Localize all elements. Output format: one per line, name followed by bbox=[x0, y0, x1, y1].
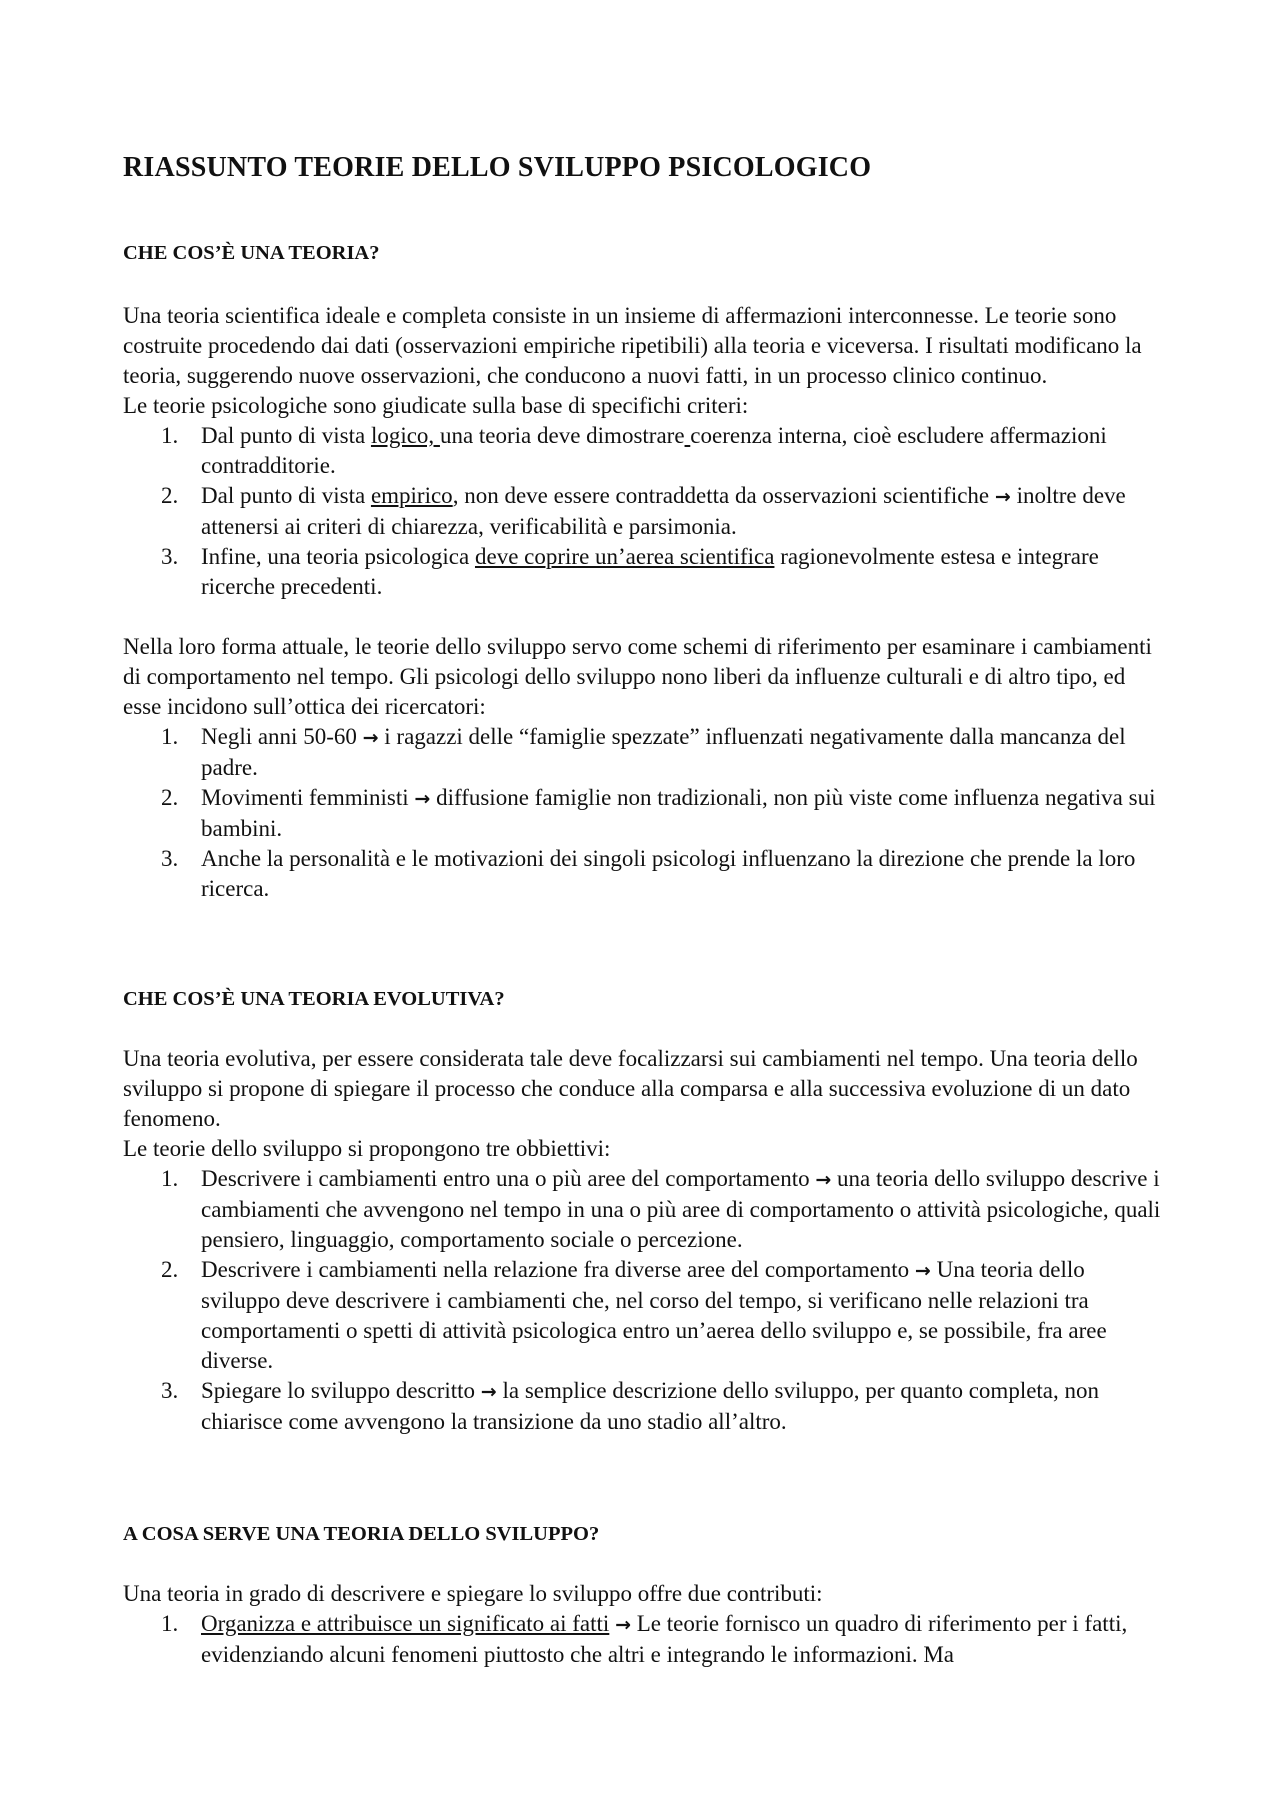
document-title: RIASSUNTO TEORIE DELLO SVILUPPO PSICOLOGICO bbox=[123, 152, 872, 183]
list-item: 1. Descrivere i cambiamenti entro una o più aree del comportamento → una teoria dello sviluppo descrive i cambiamenti che avvengono nel tempo in una o più aree di comportamento o attività psicologiche, quali pensiero, linguaggio, comportamento sociale o percezione. bbox=[161, 1166, 1161, 1252]
arrow-right-icon: → bbox=[615, 1614, 631, 1636]
paragraph: Nella loro forma attuale, le teorie dello sviluppo servo come schemi di riferimento per esaminare i cambiamenti di comportamento nel tempo. Gli psicologi dello sviluppo nono liberi da influenze culturali e di altro tipo, ed esse incidono sull’ottica dei ricercatori: bbox=[123, 634, 1152, 719]
list-number: 3. bbox=[161, 1378, 179, 1403]
section-heading: CHE COS’È UNA TEORIA? bbox=[123, 242, 380, 264]
arrow-right-icon: → bbox=[914, 1260, 931, 1282]
section-purpose-of-theory bbox=[123, 1523, 1168, 1670]
list-number: 2. bbox=[161, 1257, 179, 1282]
underlined-term: Organizza e attribuisce un significato ai fatti bbox=[201, 1611, 610, 1636]
list-number: 2. bbox=[161, 483, 179, 508]
list-item: 1. Organizza e attribuisce un significato ai fatti → Le teorie fornisco un quadro di riferimento per i fatti, evidenziando alcuni fenomeni piuttosto che altri e integrando le informazioni. Ma bbox=[161, 1611, 1128, 1667]
list-number: 1. bbox=[161, 423, 179, 448]
list-item: 2. Movimenti femministi → diffusione famiglie non tradizionali, non più viste come influenza negativa sui bambini. bbox=[161, 785, 1156, 841]
influences-list bbox=[123, 722, 1168, 904]
paragraph: Le teorie dello sviluppo si propongono tre obbiettivi: bbox=[123, 1136, 611, 1161]
section-heading: CHE COS’È UNA TEORIA EVOLUTIVA? bbox=[123, 988, 505, 1010]
list-number: 1. bbox=[161, 1166, 179, 1191]
objectives-list bbox=[123, 1164, 1168, 1437]
underlined-term: empirico bbox=[370, 483, 453, 508]
paragraph: Una teoria evolutiva, per essere considerata tale deve focalizzarsi sui cambiamenti nel tempo. Una teoria dello sviluppo si propone di spiegare il processo che conduce alla comparsa e alla successiva evoluzione di un dato fenomeno. bbox=[123, 1046, 1138, 1131]
list-item: 2. Dal punto di vista empirico, non deve essere contraddetta da osservazioni scientifiche → inoltre deve attenersi ai criteri di chiarezza, verificabilità e parsimonia. bbox=[161, 483, 1126, 539]
paragraph: Una teoria in grado di descrivere e spiegare lo sviluppo offre due contributi: bbox=[123, 1581, 823, 1606]
list-number: 2. bbox=[161, 785, 179, 810]
list-number: 3. bbox=[161, 544, 179, 569]
arrow-right-icon: → bbox=[994, 486, 1011, 508]
list-item: 3. Spiegare lo sviluppo descritto → la semplice descrizione dello sviluppo, per quanto completa, non chiarisce come avvengono la transizione da uno stadio all’altro. bbox=[161, 1378, 1100, 1434]
list-item: 3. Anche la personalità e le motivazioni dei singoli psicologi influenzano la direzione che prende la loro ricerca. bbox=[161, 846, 1136, 901]
list-number: 3. bbox=[161, 846, 179, 871]
underlined-term: logico, bbox=[370, 423, 440, 448]
list-item: 2. Descrivere i cambiamenti nella relazione fra diverse aree del comportamento → Una teoria dello sviluppo deve descrivere i cambiamenti che, nel corso del tempo, si verificano nelle relazioni tra comportamenti o spetti di attività psicologica entro un’aerea dello sviluppo e, se possibile, fra aree diverse. bbox=[161, 1257, 1107, 1373]
section-heading: A COSA SERVE UNA TEORIA DELLO SVILUPPO? bbox=[123, 1523, 600, 1545]
arrow-right-icon: → bbox=[480, 1381, 497, 1403]
arrow-right-icon: → bbox=[815, 1169, 832, 1191]
paragraph: Le teorie psicologiche sono giudicate sulla base di specifichi criteri: bbox=[123, 393, 749, 418]
list-number: 1. bbox=[161, 724, 179, 749]
list-number: 1. bbox=[161, 1611, 179, 1636]
list-item: 1. Dal punto di vista logico, una teoria deve dimostrare coerenza interna, cioè escludere affermazioni contradditorie. bbox=[161, 423, 1107, 478]
criteria-list bbox=[123, 421, 1168, 602]
paragraph: Una teoria scientifica ideale e completa consiste in un insieme di affermazioni interconnesse. Le teorie sono costruite procedendo dai dati (osservazioni empiriche ripetibili) alla teoria e viceversa. I risultati modificano la teoria, suggerendo nuove osservazioni, che conducono a nuovi fatti, in un processo clinico continuo. bbox=[123, 303, 1142, 388]
section-what-is-theory bbox=[123, 242, 1168, 904]
contributions-list bbox=[123, 1609, 1168, 1670]
list-item: 1. Negli anni 50-60 → i ragazzi delle “famiglie spezzate” influenzati negativamente dalla mancanza del padre. bbox=[161, 724, 1126, 780]
list-item: 3. Infine, una teoria psicologica deve coprire un’aerea scientifica ragionevolmente estesa e integrare ricerche precedenti. bbox=[161, 544, 1099, 599]
arrow-right-icon: → bbox=[414, 788, 431, 810]
underlined-term: deve coprire un’aerea scientifica bbox=[474, 544, 775, 569]
section-evolutionary-theory bbox=[123, 988, 1168, 1437]
arrow-right-icon: → bbox=[362, 727, 379, 749]
